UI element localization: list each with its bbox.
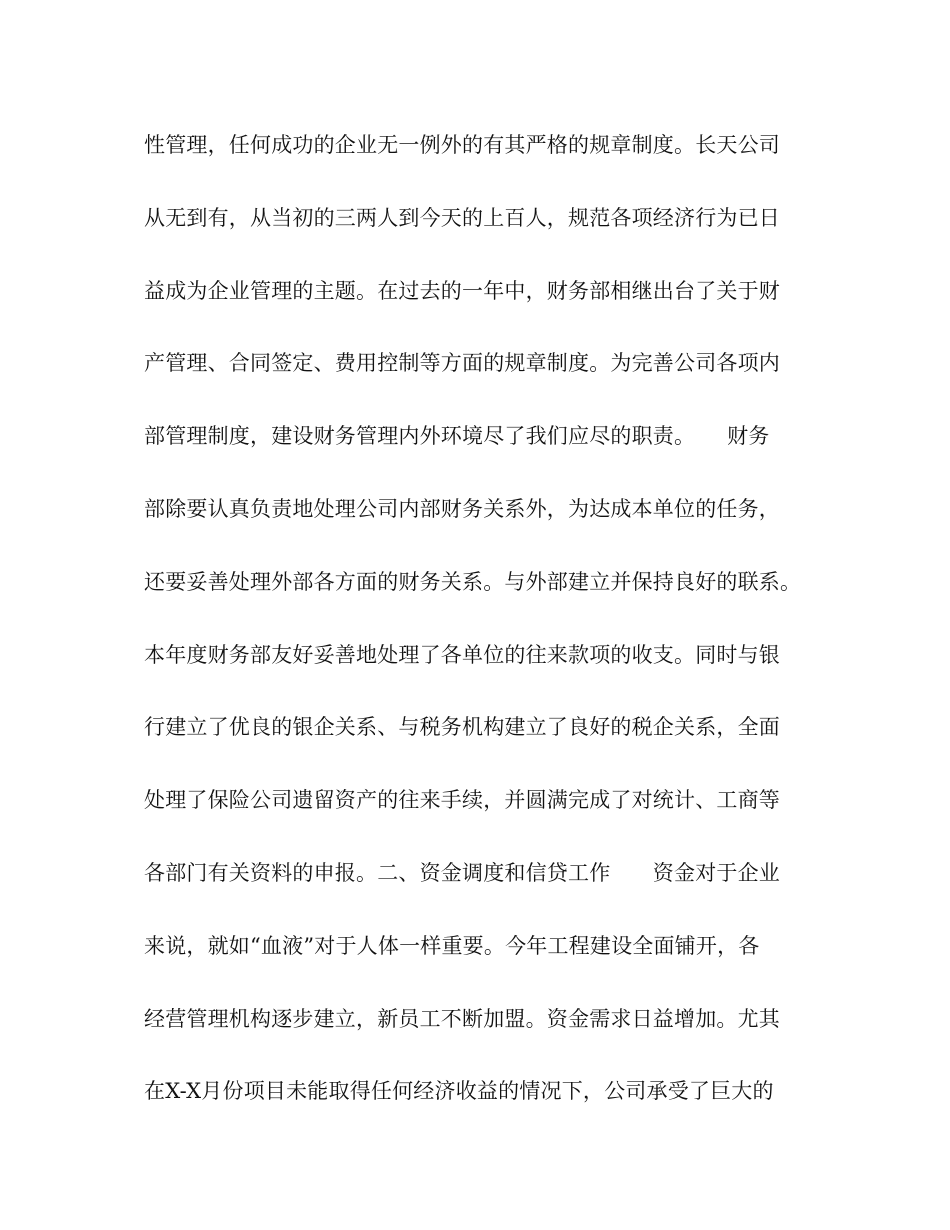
text-line: 还要妥善处理外部各方面的财务关系。与外部建立并保持良好的联系。 xyxy=(144,569,802,594)
text-line: 行建立了优良的银企关系、与税务机构建立了良好的税企关系，全面 xyxy=(144,715,780,740)
text-line: 部除要认真负责地处理公司内部财务关系外，为达成本单位的任务， xyxy=(144,496,780,521)
text-line: 益成为企业管理的主题。在过去的一年中，财务部相继出台了关于财 xyxy=(144,278,780,303)
text-line: 在X-X月份项目未能取得任何经济收益的情况下，公司承受了巨大的 xyxy=(144,1079,774,1104)
text-line: 经营管理机构逐步建立，新员工不断加盟。资金需求日益增加。尤其 xyxy=(144,1006,780,1031)
text-line: 来说，就如“血液”对于人体一样重要。今年工程建设全面铺开，各 xyxy=(144,933,760,958)
text-line: 各部门有关资料的申报。二、资金调度和信贷工作 资金对于企业 xyxy=(144,860,780,885)
body-text xyxy=(144,122,824,1141)
text-line: 本年度财务部友好妥善地处理了各单位的往来款项的收支。同时与银 xyxy=(144,642,780,667)
text-line: 性管理，任何成功的企业无一例外的有其严格的规章制度。长天公司 xyxy=(144,133,780,157)
text-line: 从无到有，从当初的三两人到今天的上百人，规范各项经济行为已日 xyxy=(144,205,780,230)
text-line: 处理了保险公司遗留资产的往来手续，并圆满完成了对统计、工商等 xyxy=(144,788,780,813)
text-line: 部管理制度，建设财务管理内外环境尽了我们应尽的职责。 财务 xyxy=(144,424,770,449)
text-line: 产管理、合同签定、费用控制等方面的规章制度。为完善公司各项内 xyxy=(144,351,780,376)
